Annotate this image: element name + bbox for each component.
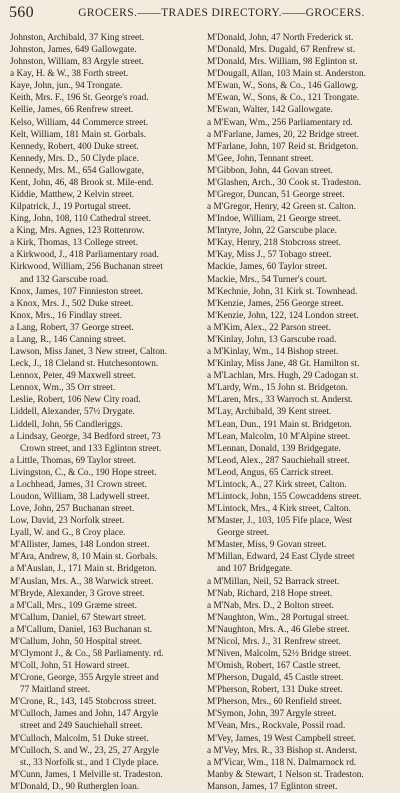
directory-entry: M'Ewan, W., Sons, & Co., 146 Gallowg. (207, 81, 359, 92)
directory-entry: and 107 Bridgegate. (217, 564, 293, 575)
directory-entry: M'Intyre, John, 22 Garscube place. (207, 226, 337, 237)
directory-entry: M'Donald, D., 90 Rutherglen loan. (10, 781, 140, 792)
directory-entry: Manson, James, 17 Eglinton street. (207, 781, 338, 792)
directory-entry: M'Lintock, A., 27 Kirk street, Calton. (207, 479, 347, 490)
directory-entry: M'Vey, James, 19 West Campbell street. (207, 733, 356, 744)
directory-entry: Mackie, Mrs., 54 Turner's court. (207, 274, 327, 285)
directory-entry: M'Donald, Mrs. Dugald, 67 Renfrew st. (207, 45, 356, 56)
directory-entry: M'Pherson, Robert, 131 Duke street. (207, 685, 343, 696)
directory-entry: Loudon, William, 38 Ladywell street. (10, 491, 150, 502)
directory-entry: Kirkwood, William, 256 Buchanan street (10, 262, 163, 273)
directory-entry: M'Clymont J., & Co., 58 Parliamenty. rd. (10, 648, 164, 659)
directory-entry: M'Kechnie, John, 31 Kirk st. Townhead. (207, 286, 358, 297)
page-header (8, 2, 390, 24)
directory-entry: Leslie, Robert, 106 New City road. (10, 395, 141, 406)
directory-entry: Livingston, C., & Co., 190 Hope street. (10, 467, 157, 478)
directory-entry: Johnston, Archibald, 37 King street. (10, 33, 145, 43)
directory-entry: M'Vean, Mrs., Rockvale, Possil road. (207, 721, 346, 732)
directory-entry: a M'Call, Mrs., 109 Græme street. (10, 600, 137, 611)
directory-entry: M'Master, J., 103, 105 Fife place, West (207, 516, 353, 527)
directory-entry: M'Master, Miss, 9 Govan street. (207, 540, 327, 551)
directory-entry: a Lochhead, James, 31 Crown street. (10, 479, 147, 490)
directory-entry: M'Crone, R., 143, 145 Stobcross street. (10, 697, 157, 708)
directory-entry: M'Lintock, Mrs., 4 Kirk street, Calton. (207, 504, 351, 515)
directory-entry: Lawson, Miss Janet, 3 New street, Calton. (10, 347, 167, 358)
directory-entry: M'Nicol, Mrs. J., 31 Renfrew street. (207, 636, 341, 647)
directory-entry: Kent, John, 46, 48 Brook st. Mile-end. (10, 177, 154, 188)
directory-entry: Knox, James, 107 Finnieston street. (10, 286, 143, 297)
directory-entry: a Lang, Robert, 37 George street. (10, 322, 134, 333)
directory-entry: M'Culloch, James and John, 147 Argyle (10, 709, 159, 720)
directory-entry: M'Lay, Archibald, 39 Kent street. (207, 407, 332, 418)
directory-entry: M'Kay, Henry, 218 Stobcross street. (207, 238, 341, 249)
directory-entry: Mackie, James, 60 Taylor street. (207, 262, 328, 273)
directory-entry: 77 Maitland street. (20, 685, 90, 696)
directory-entry: M'Nab, Richard, 218 Hope street. (207, 588, 333, 599)
directory-entry: M'Callum, Daniel, 67 Stewart street. (10, 612, 147, 623)
directory-entry: M'Crone, George, 355 Argyle street and (10, 673, 159, 684)
directory-entry: Johnston, James, 649 Gallowgate. (10, 45, 137, 56)
directory-entry: M'Niven, Malcolm, 52½ Bridge street. (207, 648, 352, 659)
directory-entry: M'Kinlay, Miss Jane, 48 Gt. Hamilton st. (207, 359, 360, 370)
directory-entry: a M'Gregor, Henry, 42 Green st. Calton. (207, 202, 356, 213)
directory-entry: M'Gibbon, John, 44 Govan street. (207, 165, 333, 176)
directory-entry: M'Ewan, Walter, 142 Gallowgate. (207, 105, 333, 116)
directory-entry: M'Naughton, Mrs. A., 46 Glebe street. (207, 624, 350, 635)
directory-entry: George street. (217, 528, 269, 539)
directory-entry: Kelt, William, 181 Main st. Gorbals. (10, 129, 147, 140)
directory-entry: M'Ara, Andrew, 8, 10 Main st. Gorbals. (10, 552, 158, 563)
directory-entry: M'Ewan, W., Sons, & Co., 121 Trongate. (207, 93, 360, 104)
left-column (10, 32, 196, 793)
directory-entry: Kennedy, Mrs. M., 654 Gallowgate, (10, 165, 144, 176)
directory-entry: a M'Callum, Daniel, 163 Buchanan st. (10, 624, 153, 635)
directory-entry: M'Lennan, Donald, 139 Bridgegate. (207, 443, 341, 454)
running-title: GROCERS.——TRADES DIRECTORY.——GROCERS. (78, 7, 365, 19)
directory-entry: a M'Ewan, Wm., 256 Parliamentary rd. (207, 117, 353, 128)
directory-entry: a M'Farlane, James, 20, 22 Bridge street. (207, 129, 359, 140)
directory-entry: Kennedy, Mrs. D., 50 Clyde place. (10, 153, 140, 164)
directory-entry: M'Leod, Angus, 65 Carrick street. (207, 467, 334, 478)
directory-entry: Lyall, W. and G., 8 Croy place. (10, 528, 126, 539)
directory-entry: Lennox, Peter, 49 Maxwell street. (10, 371, 136, 382)
page-number: 560 (9, 4, 34, 21)
directory-entry: M'Donald, John, 47 North Frederick st. (207, 33, 354, 43)
directory-entry: a M'Millan, Neil, 52 Barrack street. (207, 576, 340, 587)
directory-entry: M'Farlane, John, 107 Reid st. Bridgeton. (207, 141, 359, 152)
directory-entry: a M'Auslan, J., 171 Main st. Bridgeton. (10, 564, 157, 575)
directory-entry: M'Lean, Dun., 191 Main st. Bridgeton. (207, 419, 352, 430)
directory-entry: M'Cunn, James, 1 Melville st. Tradeston. (10, 769, 163, 780)
directory-columns (10, 32, 391, 792)
directory-entry: Low, David, 23 Norfolk street. (10, 516, 125, 527)
directory-entry: M'Kenzie, John, 122, 124 London street. (207, 310, 359, 321)
directory-entry: M'Gregor, Duncan, 51 George street. (207, 190, 345, 201)
directory-entry: st., 33 Norfolk st., and 1 Clyde place. (20, 757, 159, 768)
directory-entry: M'Leod, Alex., 287 Sauchiehall street. (207, 455, 350, 466)
directory-entry: King, John, 108, 110 Cathedral street. (10, 214, 151, 225)
directory-entry: Knox, Mrs., 16 Findlay street. (10, 310, 123, 321)
directory-entry: M'Naughton, Wm., 28 Portugal street. (207, 612, 349, 623)
directory-entry: a M'Vicar, Wm., 118 N. Dalmarnock rd. (207, 757, 357, 768)
directory-entry: M'Laren, Mrs., 33 Warroch st. Anderst. (207, 395, 353, 406)
directory-entry: Crown street, and 133 Eglinton street. (20, 443, 162, 454)
directory-entry: M'Kinlay, John, 13 Garscube road. (207, 334, 337, 345)
directory-entry: M'Auslan, Mrs. A., 38 Warwick street. (10, 576, 154, 587)
directory-entry: a M'Lachlan, Mrs. Hugh, 29 Cadogan st. (207, 371, 359, 382)
directory-entry: a Kay, H. & W., 38 Forth street. (10, 69, 129, 80)
directory-entry: a King, Mrs. Agnes, 123 Rottenrow. (10, 226, 145, 237)
directory-entry: M'Symon, John, 397 Argyle street. (207, 709, 337, 720)
directory-entry: M'Callum, John, 50 Hospital street. (10, 636, 143, 647)
directory-entry: M'Lean, Malcolm, 10 M'Alpine street. (207, 431, 351, 442)
directory-entry: M'Coll, John, 51 Howard street. (10, 661, 130, 672)
directory-entry: a M'Kinlay, Wm., 14 Bishop street. (207, 347, 339, 358)
directory-entry: M'Gee, John, Tennant street. (207, 153, 314, 164)
directory-entry: M'Allister, James, 148 London street. (10, 540, 150, 551)
directory-entry: M'Pherson, Dugald, 45 Castle street. (207, 673, 344, 684)
directory-entry: a Lindsay, George, 34 Bedford street, 73 (10, 431, 161, 442)
directory-entry: Kiddie, Matthew, 2 Kelvin street. (10, 190, 135, 201)
directory-entry: a Kirk, Thomas, 13 College street. (10, 238, 138, 249)
directory-entry: a Knox, Mrs. J., 502 Duke street. (10, 298, 134, 309)
directory-entry: M'Pherson, Mrs., 60 Renfield street. (207, 697, 342, 708)
directory-entry: M'Bryde, Alexander, 3 Grove street. (10, 588, 145, 599)
directory-entry: M'Donald, Mrs. William, 98 Eglinton st. (207, 57, 358, 68)
directory-entry: M'Kay, Miss J., 57 Tobago street. (207, 250, 332, 261)
directory-entry: a M'Vey, Mrs. R., 33 Bishop st. Anderst. (207, 745, 358, 756)
directory-entry: a M'Nab, Mrs. D., 2 Bolton street. (207, 600, 334, 611)
directory-entry: Liddell, Alexander, 57½ Drygate. (10, 407, 135, 418)
directory-entry: street and 249 Sauchiehall street. (20, 721, 143, 732)
directory-entry: M'Kenzie, James, 256 George street. (207, 298, 344, 309)
directory-entry: Kennedy, Robert, 400 Duke street. (10, 141, 139, 152)
directory-entry: Lennox, Wm., 35 Orr street. (10, 383, 116, 394)
directory-entry: M'Glashen, Arch., 30 Cook st. Tradeston. (207, 177, 362, 188)
directory-entry: a M'Kim, Alex., 22 Parson street. (207, 322, 331, 333)
directory-entry: Keith, Mrs. F., 196 St. George's road. (10, 93, 149, 104)
directory-entry: a Little, Thomas, 69 Taylor street. (10, 455, 137, 466)
directory-entry: M'Culloch, Malcolm, 51 Duke street. (10, 733, 149, 744)
directory-entry: Kellie, James, 66 Renfrew street. (10, 105, 134, 116)
directory-entry: Liddell, John, 56 Candleriggs. (10, 419, 123, 430)
directory-entry: and 132 Garscube road. (20, 274, 109, 285)
directory-entry: M'Dougall, Allan, 103 Main st. Anderston. (207, 69, 366, 80)
directory-entry: Manby & Stewart, 1 Nelson st. Tradeston. (207, 769, 364, 780)
directory-entry: M'Omish, Robert, 167 Castle street. (207, 661, 341, 672)
directory-entry: Johnston, William, 83 Argyle street. (10, 57, 144, 68)
directory-entry: a Kirkwood, J., 418 Parliamentary road. (10, 250, 159, 261)
directory-entry: M'Culloch, S. and W., 23, 25, 27 Argyle (10, 745, 159, 756)
right-column (207, 32, 393, 793)
directory-entry: a Lang, R., 146 Canning street. (10, 334, 126, 345)
directory-entry: M'Indoe, William, 21 George street. (207, 214, 341, 225)
directory-entry: M'Millan, Edward, 24 East Clyde street (207, 552, 355, 563)
directory-entry: M'Lintock, John, 155 Cowcaddens street. (207, 491, 362, 502)
directory-entry: Love, John, 257 Buchanan street. (10, 504, 135, 515)
directory-entry: Kelso, William, 44 Commerce street. (10, 117, 149, 128)
directory-entry: Leck, J., 18 Cleland st. Hutchesontown. (10, 359, 159, 370)
directory-entry: Kilpatrick, J., 19 Portugal street. (10, 202, 131, 213)
directory-entry: M'Lardy, Wm., 15 John st. Bridgeton. (207, 383, 348, 394)
directory-entry: Kaye, John, jun., 94 Trongate. (10, 81, 123, 92)
